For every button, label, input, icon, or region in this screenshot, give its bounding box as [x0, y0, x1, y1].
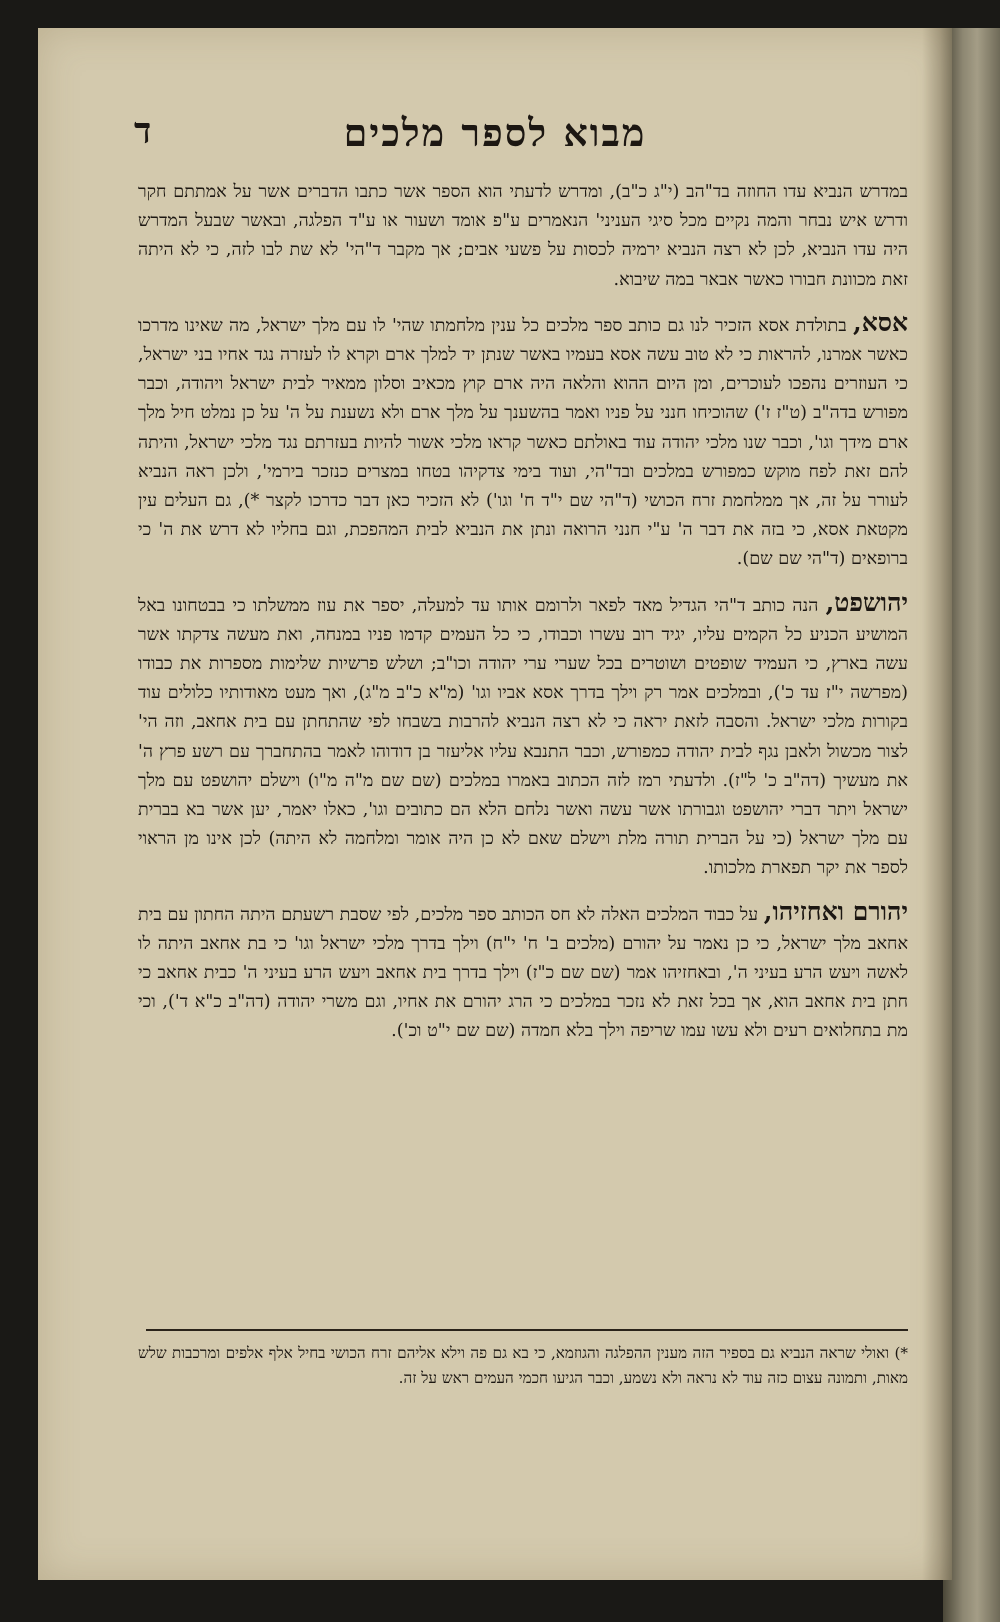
paragraph-intro: [138, 178, 908, 295]
paragraph-text: הנה כותב ד"הי הגדיל מאד לפאר ולרומם אותו עד למעלה, יספר את עוז ממשלתו כי בבטחונו באל המושיע הכניע כל הקמים עליו, יגיד רוב עשרו וכבודו, כי כל העמים קדמו פניו במנחה, ואת מעשה צדקתו אשר עשה בארץ, כי העמיד שופטים ושוטרים בכל שערי ערי יהודה וכו"ב; ושלש פרשיות שלימות מספרות את כבודו (מפרשה י"ז עד כ'), ובמלכים אמר רק וילך בדרך אסא אביו וגו' (מ"א כ"ב מ"ג), ואך מעט מאודותיו כלולים עוד בקורות מלכי ישראל. והסבה לזאת יראה כי לא רצה הנביא להרבות בשבחו לפי שהתחתן עם בית אחאב, וזה הי' לצור מכשול ולאבן נגף לבית יהודה כמפורש, וכבר התנבא עליו אליעזר בן דודוהו לאמר בהתחברך עם רשע פרץ ה' את מעשיך (דה"ב כ' ל"ז). ולדעתי רמז לזה הכתוב באמרו במלכים (שם שם מ"ה מ"ו) וישלם יהושפט עם מלך ישראל ויתר דברי יהושפט וגבורתו אשר עשה ואשר נלחם הלא הם כתובים וגו', כאלו יאמר, יען אשר בא בברית עם מלך ישראל (כי על הברית תורה מלת וישלם שאם לא כן היה אומר ומלחמה לא היתה) לכן אינו מן הראוי לספר את יקר תפארת מלכותו.: [138, 595, 908, 879]
page-title: מבוא לספר מלכים: [343, 110, 647, 155]
paragraph-text: בתולדת אסא הזכיר לנו גם כותב ספר מלכים כל ענין מלחמתו שהי' לו עם מלך ישראל, מה שאינו מדרכו כאשר אמרנו, להראות כי לא טוב עשה אסא בעמיו באשר שנתן יד למלך ארם וקרא לו לעזרה נגד אחיו בני ישראל, כי העוזרים נהפכו לעוכרים, ומן היום ההוא והלאה היה ארם קוץ מכאיב וסלון ממאיר לבית ישראל ויהודה, וכבר מפורש בדה"ב (ט"ז ז') שהוכיחו חנני על פניו ואמר בהשענך על מלך ארם ולא נשענת על ה' על כן נמלט חיל מלך ארם מידך וגו', וכבר שנו מלכי יהודה עוד באולתם כאשר קראו מלכי אשור להיות בעזרתם נגד מלכי ישראל, והיתה להם זאת לפח מוקש כמפורש במלכים ובד"הי, ועוד בימי צדקיהו בטחו במצרים כנזכר בירמי', ולכן ראה הנביא לעורר על זה, אך ממלחמת זרח הכושי (ד"הי שם י"ד ח' וגו') לא הזכיר כאן דבר כדרכו לקצר *), גם העלים עין מקטאת אסא, כי בזה את דבר ה' ע"י חנני הרואה ונתן את הנביא לבית המהפכת, וגם בחליו לא דרש את ה' כי ברופאים (ד"הי שם שם).: [138, 315, 908, 570]
page-number: ד: [134, 110, 152, 152]
footnote: *) ואולי שראה הנביא גם בספיר הזה מענין ההפלגה והגוזמא, כי בא גם פה וילא אליהם זרח הכושי בחיל אלף אלפים ומרכבות שלש מאות, ותמונה עצום כזה עוד לא נראה ולא נשמע, וכבר הגיעו חכמי העמים ראש על זה.: [138, 1344, 908, 1387]
paragraph-yehoram-achazyahu: [138, 897, 908, 1047]
document-page: [38, 28, 952, 1580]
paragraph-lead-word: יהורם ואחזיהו,: [763, 896, 908, 926]
footnote-divider: [146, 1329, 908, 1331]
paragraph-lead-word: יהושפט,: [825, 587, 909, 617]
paragraph-text: במדרש הנביא עדו החוזה בד"הב (י"ג כ"ב), ומדרש לדעתי הוא הספר אשר כתבו הדברים אשר על אמתתם חקר ודרש איש נבחר והמה נקיים מכל סיגי העניני' הנאמרים ע"פ אומד ושעור או ע"ד הפלגה, ובאשר שבעל המדרש היה עדו הנביא, לכן לא רצה הנביא ירמיה לכסות על פשעי אבים; אך מקבר ד"הי' לא שת לבו לזה, כי לא היתה זאת מכוונת חבורו כאשר אבאר במה שיבוא.: [138, 182, 908, 290]
running-header: [38, 110, 952, 166]
main-text: [138, 178, 908, 1060]
paragraph-text: על כבוד המלכים האלה לא חס הכותב ספר מלכים, לפי שסבת רשעתם היתה החתון עם בית אחאב מלך ישראל, כי כן נאמר על יהורם (מלכים ב' ח' י"ח) וילך בדרך מלכי ישראל וגו' כי בת אחאב היתה לו לאשה ויעש הרע בעיני ה', ובאחזיהו אמר (שם שם כ"ז) וילך בדרך בית אחאב ויעש הרע בעיני ה' כבית אחאב כי חתן בית אחאב הוא, אך בכל זאת לא נזכר במלכים כי הרג יהורם את אחיו, וגם משרי יהודה (דה"ב כ"א ד'), וכי מת בתחלואים רעים ולא עשו עמו שריפה וילך בלא חמדה (שם שם י"ט וכ').: [138, 904, 908, 1042]
page-gutter-shadow: [922, 28, 952, 1580]
paragraph-lead-word: אסא,: [852, 307, 909, 337]
paragraph-asa: [138, 308, 908, 575]
paragraph-yehoshafat: [138, 588, 908, 884]
